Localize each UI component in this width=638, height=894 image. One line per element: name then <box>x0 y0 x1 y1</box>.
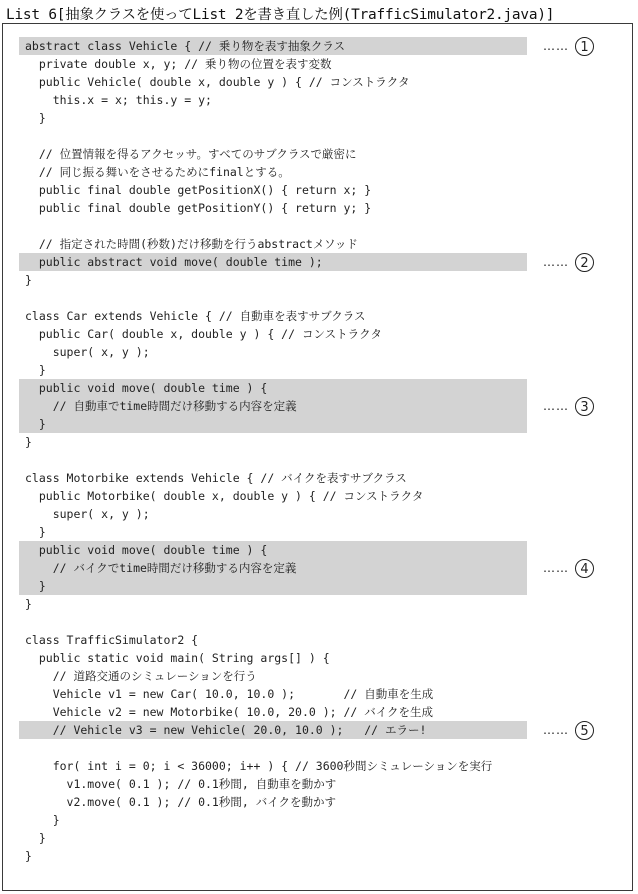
circled-number: 1 <box>575 37 594 56</box>
code-line: public Car( double x, double y ) { // コンストラクタ <box>25 327 382 341</box>
callout-marker-5 <box>543 719 594 741</box>
code-line: } <box>25 111 46 125</box>
code-line: Vehicle v1 = new Car( 10.0, 10.0 ); // 自動車を生成 <box>25 687 434 701</box>
code-line: } <box>25 849 32 863</box>
leader-dots: …… <box>543 723 569 737</box>
code-line: public Vehicle( double x, double y ) { // コンストラクタ <box>25 75 410 89</box>
code-line: } <box>25 525 46 539</box>
code-line: } <box>25 273 32 287</box>
leader-dots: …… <box>543 255 569 269</box>
code-line: } <box>25 813 60 827</box>
code-line: } <box>25 831 46 845</box>
code-line: super( x, y ); <box>25 345 150 359</box>
code-line: super( x, y ); <box>25 507 150 521</box>
code-line: class TrafficSimulator2 { <box>25 633 199 647</box>
code-listing-frame <box>2 23 633 891</box>
leader-dots: …… <box>543 39 569 53</box>
code-line: public final double getPositionX() { return x; } <box>25 183 372 197</box>
code-line: for( int i = 0; i < 36000; i++ ) { // 3600秒間シミュレーションを実行 <box>25 759 493 773</box>
code-line: } <box>25 597 32 611</box>
code-line: } <box>25 417 46 431</box>
code-line: class Car extends Vehicle { // 自動車を表すサブクラス <box>25 309 366 323</box>
code-line: abstract class Vehicle { // 乗り物を表す抽象クラス <box>25 39 346 53</box>
code-line: } <box>25 363 46 377</box>
code-line: public final double getPositionY() { return y; } <box>25 201 372 215</box>
code-line: public Motorbike( double x, double y ) { // コンストラクタ <box>25 489 424 503</box>
code-line: public abstract void move( double time ); <box>25 255 323 269</box>
code-line: this.x = x; this.y = y; <box>25 93 212 107</box>
code-line: class Motorbike extends Vehicle { // バイクを表すサブクラス <box>25 471 407 485</box>
circled-number: 3 <box>575 397 594 416</box>
code-line: } <box>25 435 32 449</box>
callout-marker-1 <box>543 35 594 57</box>
leader-dots: …… <box>543 399 569 413</box>
code-line: Vehicle v2 = new Motorbike( 10.0, 20.0 ); // バイクを生成 <box>25 705 434 719</box>
code-line: // 同じ振る舞いをさせるためにfinalとする。 <box>25 165 290 179</box>
code-line: } <box>25 579 46 593</box>
code-line: // 自動車でtime時間だけ移動する内容を定義 <box>25 399 297 413</box>
code-line: // 指定された時間(秒数)だけ移動を行うabstractメソッド <box>25 237 358 251</box>
code-line: // バイクでtime時間だけ移動する内容を定義 <box>25 561 297 575</box>
listing-title: List 6[抽象クラスを使ってList 2を書き直した例(TrafficSimulator2.java)] <box>6 7 555 23</box>
leader-dots: …… <box>543 561 569 575</box>
code-line: public static void main( String args[] ) { <box>25 651 330 665</box>
code-line: public void move( double time ) { <box>25 543 268 557</box>
circled-number: 5 <box>575 721 594 740</box>
code-line: private double x, y; // 乗り物の位置を表す変数 <box>25 57 332 71</box>
code-line: v1.move( 0.1 ); // 0.1秒間, 自動車を動かす <box>25 777 337 791</box>
code-line: // Vehicle v3 = new Vehicle( 20.0, 10.0 ); // エラー! <box>25 723 427 737</box>
code-line: // 位置情報を得るアクセッサ。すべてのサブクラスで厳密に <box>25 147 357 161</box>
code-line: v2.move( 0.1 ); // 0.1秒間, バイクを動かす <box>25 795 336 809</box>
callout-marker-2 <box>543 251 594 273</box>
circled-number: 2 <box>575 253 594 272</box>
code-line: // 道路交通のシミュレーションを行う <box>25 669 257 683</box>
callout-marker-3 <box>543 395 594 417</box>
callout-marker-4 <box>543 557 594 579</box>
code-line: public void move( double time ) { <box>25 381 268 395</box>
circled-number: 4 <box>575 559 594 578</box>
